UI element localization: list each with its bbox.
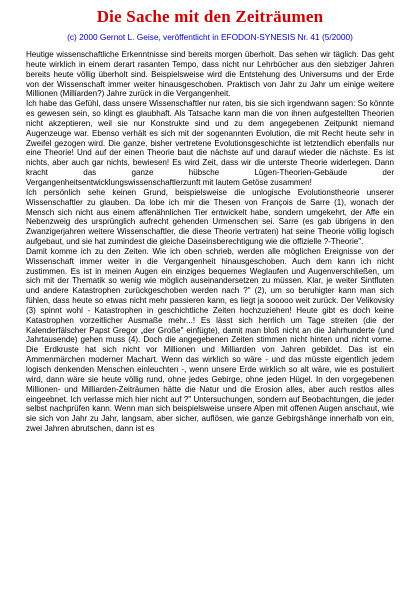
paragraph: Heutige wissenschaftliche Erkenntnisse sind bereits morgen überholt. Das sehen wir täglich. Das geht heute wirklich in einem derart rasanten Tempo, dass nicht nur Lehrbücher aus den siebziger Jahren bereits heute völlig überholt sind. Beispielsweise wird die Entstehung des Universums und der Erde von der Wissenschaft immer weiter hinausgeschoben. Praktisch von Jahr zu Jahr um einige weitere Millionen (Milliarden?) Jahre zurück in die Vergangenheit. [26, 50, 394, 99]
document-body [26, 50, 394, 434]
document-subtitle: (c) 2000 Gernot L. Geise, veröffentlicht in EFODON-SYNESIS Nr. 41 (5/2000) [67, 32, 353, 42]
paragraph: Damit komme ich zu den Zeiten. Wie ich oben schrieb, werden alle möglichen Ereignisse von der Wissenschaft immer weiter in die Vergangenheit hinausgeschoben. Auch dem kann ich nicht zustimmen. Es ist in meinen Augen ein einziges bequemes Weglaufen und Augenverschließen, um sich mit der Thematik so wenig wie möglich auseinandersetzen zu müssen. Klar, je weiter Sintfluten und andere Katastrophen zurückgeschoben werden nach ?" (2), um so beruhigter kann man sich fühlen, dass heute so etwas nicht mehr passieren kann, es liegt ja sooooo weit zurück. Der Velikovsky (3) spinnt wohl - Katastrophen in geschichtliche Zeiten hochzuziehen! Heute gibt es doch keine Katastrophen vorzeitlicher Ausmaße mehr...! Es lässt sich herrlich um Tage streiten (die der Kalenderfälscher Papst Gregor „der Große" einfügte), damit man bloß nicht an die Jahrhunderte (und Jahrtausende) gehen muss (4). Doch die angegebenen Zeiten stimmen nicht hinten und nicht vorne. Die Erdkruste hat sich nicht vor Millionen und Milliarden von Jahren gebildet. Das ist ein Ammenmärchen moderner Machart. Wenn das wirklich so wäre - und das müsste eigentlich jedem logisch denkenden Menschen einleuchten -, wenn unsere Erde wirklich so alt wäre, wie es postuliert wird, dann wäre sie heute völlig rund, ohne jedes Gebirge, ohne jeden Hügel. In den vorgegebenen Millionen- und Milliarden-Zeiträumen hätte die Natur und die Erosion alles, aber auch restlos alles eingeebnet. Ich verlasse mich hier nicht auf ?" Untersuchungen, sondern auf Beobachtungen, die jeder selbst nachprüfen kann. Wenn man sich beispielsweise unsere Alpen mit offenen Augen anschaut, wie sie sich von Jahr zu Jahr, langsam, aber sicher, auflösen, wie ganze Gebirgshänge innerhalb von ein, zwei Jahren abrutschen, dann ist es [26, 246, 394, 434]
paragraph: Ich habe das Gefühl, dass unsere Wissenschaftler nur raten, bis sie sich irgendwann sagen: So könnte es gewesen sein, so klingt es glaubhaft. Als Tatsache kann man die von ihnen aufgestellten Theorien nicht akzeptieren, weil sie nur Konstrukte sind und zu dem angegebenen Zeitpunkt niemand Augenzeuge war. Ebenso verhält es sich mit der sogenannten Evolution, die mit Recht heute sehr in Zweifel gezogen wird. Die ganze, bisher vertretene Evolutionsgeschichte ist letztendlich ebenfalls nur eine Theorie! Und auf der einen Theorie baut die nächste auf und darauf wieder die nächste. Es ist nichts, aber auch gar nichts, bewiesen! Es wird Zeit, dass wir die unterste Theorie widerlegen. Dann kracht das ganze hübsche Lügen-Theorien-Gebäude der Vergangenheitsentwicklungswissenschaftlerzunft mit lautem Getöse zusammen! [26, 99, 394, 187]
document-title: Die Sache mit den Zeiträumen [96, 7, 324, 26]
paragraph: Ich persönlich sehe keinen Grund, beispielsweise die unlogische Evolutionstheorie unserer Wissenschaftler zu glauben. Da lobe ich mir die Thesen von François de Sarre (1), wonach der Mensch sich nicht aus einem affenähnlichen Tier entwickelt habe, sondern umgekehrt, der Affe ein Nebenzweig des ursprünglich aufrecht gehenden Urmenschen sei. Sarre (es gab übrigens in den Zwanzigerjahren weitere Wissenschaftler, die diese Theorie vertraten) hat seine Theorie völlig logisch aufgebaut, und sie hat zumindest die gleiche Daseinsberechtigung wie die offizielle ?-Theorie". [26, 187, 394, 247]
